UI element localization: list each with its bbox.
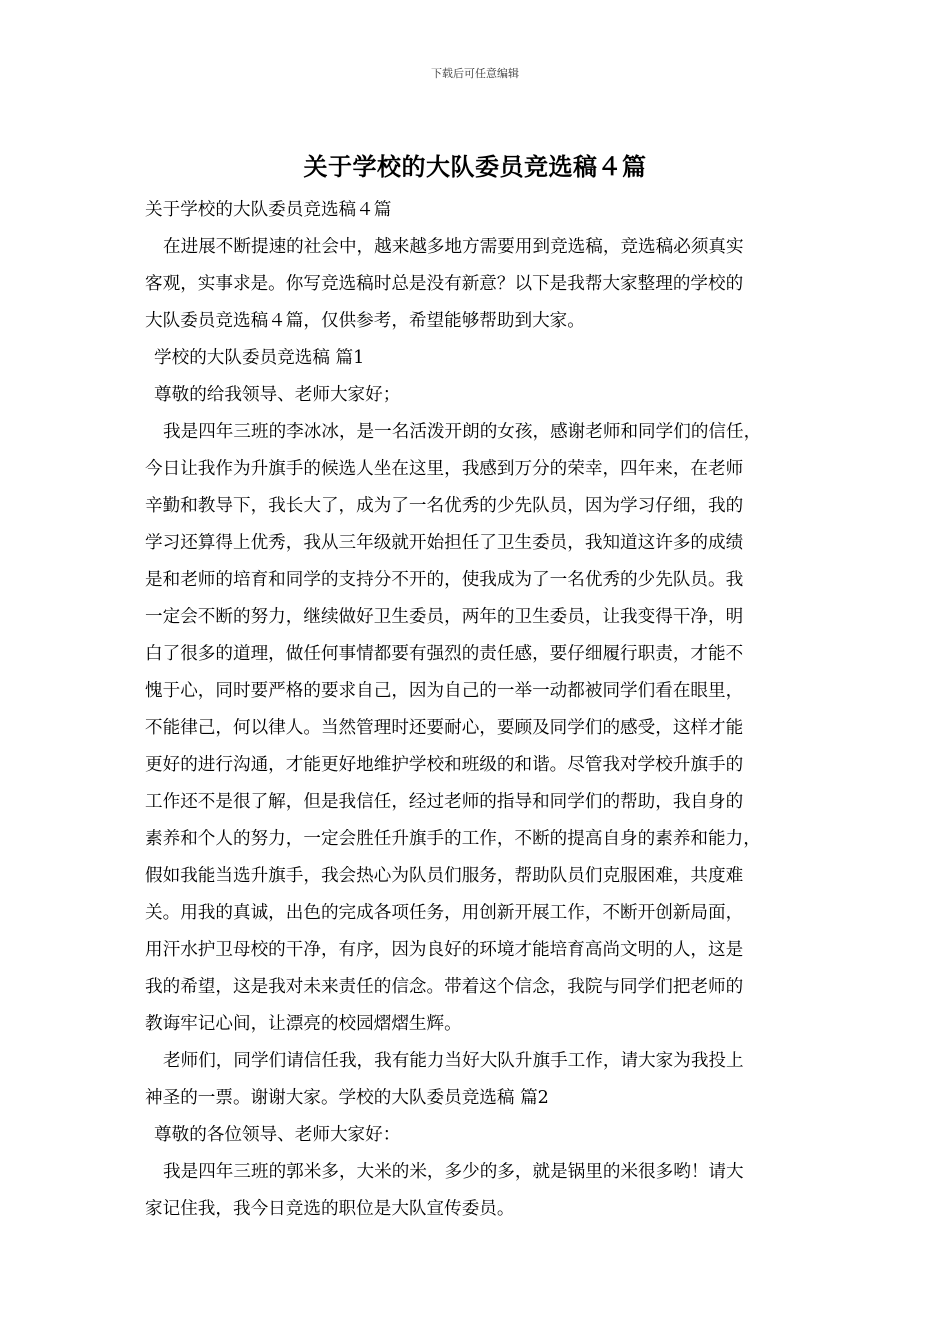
text-line: 教诲牢记心间，让漂亮的校园熠熠生辉。	[145, 1014, 462, 1034]
text-line: 在进展不断提速的社会中，越来越多地方需要用到竞选稿，竞选稿必须真实	[163, 237, 744, 257]
text-line: 我的希望，这是我对未来责任的信念。带着这个信念，我院与同学们把老师的	[145, 977, 744, 997]
text-line: 辛勤和教导下，我长大了，成为了一名优秀的少先队员，因为学习仔细，我的	[145, 496, 744, 516]
text-line: 今日让我作为升旗手的候选人坐在这里，我感到万分的荣幸，四年来，在老师	[145, 459, 744, 479]
text-line: 大队委员竞选稿４篇，仅供参考，希望能够帮助到大家。	[145, 311, 585, 331]
text-line: 不能律己，何以律人。当然管理时还要耐心，要顾及同学们的感受，这样才能	[145, 718, 744, 738]
header-note: 下载后可任意编辑	[431, 67, 519, 80]
text-line: 我是四年三班的郭米多，大米的米，多少的多，就是锅里的米很多哟！请大	[163, 1162, 744, 1182]
document-body	[145, 192, 825, 1228]
text-line: 家记住我，我今日竞选的职位是大队宣传委员。	[145, 1199, 515, 1219]
text-line: 假如我能当选升旗手，我会热心为队员们服务，帮助队员们克服困难，共度难	[145, 866, 744, 886]
text-line: 是和老师的培育和同学的支持分不开的，使我成为了一名优秀的少先队员。我	[145, 570, 744, 590]
text-line: 学习还算得上优秀，我从三年级就开始担任了卫生委员，我知道这许多的成绩	[145, 533, 744, 553]
text-line: 老师们，同学们请信任我，我有能力当好大队升旗手工作，请大家为我投上	[163, 1051, 744, 1071]
text-line: 学校的大队委员竞选稿 篇1	[154, 348, 365, 368]
text-line: 尊敬的各位领导、老师大家好：	[154, 1125, 401, 1145]
text-line: 关于学校的大队委员竞选稿４篇	[145, 200, 392, 220]
text-line: 关。用我的真诚，出色的完成各项任务，用创新开展工作，不断开创新局面，	[145, 903, 744, 923]
text-line: 愧于心，同时要严格的要求自己，因为自己的一举一动都被同学们看在眼里，	[145, 681, 744, 701]
text-line: 白了很多的道理，做任何事情都要有强烈的责任感，要仔细履行职责，才能不	[145, 644, 744, 664]
text-line: 更好的进行沟通，才能更好地维护学校和班级的和谐。尽管我对学校升旗手的	[145, 755, 744, 775]
text-line: 用汗水护卫母校的干净，有序，因为良好的环境才能培育高尚文明的人，这是	[145, 940, 744, 960]
text-line: 尊敬的给我领导、老师大家好；	[154, 385, 401, 405]
text-line: 一定会不断的努力，继续做好卫生委员，两年的卫生委员，让我变得干净，明	[145, 607, 744, 627]
text-line: 我是四年三班的李冰冰，是一名活泼开朗的女孩，感谢老师和同学们的信任，	[163, 422, 762, 442]
text-line: 素养和个人的努力，一定会胜任升旗手的工作，不断的提高自身的素养和能力，	[145, 829, 761, 849]
text-line: 客观，实事求是。你写竞选稿时总是没有新意？以下是我帮大家整理的学校的	[145, 274, 744, 294]
document-title: 关于学校的大队委员竞选稿４篇	[303, 153, 647, 181]
text-line: 神圣的一票。谢谢大家。学校的大队委员竞选稿 篇2	[145, 1088, 549, 1108]
text-line: 工作还不是很了解，但是我信任，经过老师的指导和同学们的帮助，我自身的	[145, 792, 744, 812]
